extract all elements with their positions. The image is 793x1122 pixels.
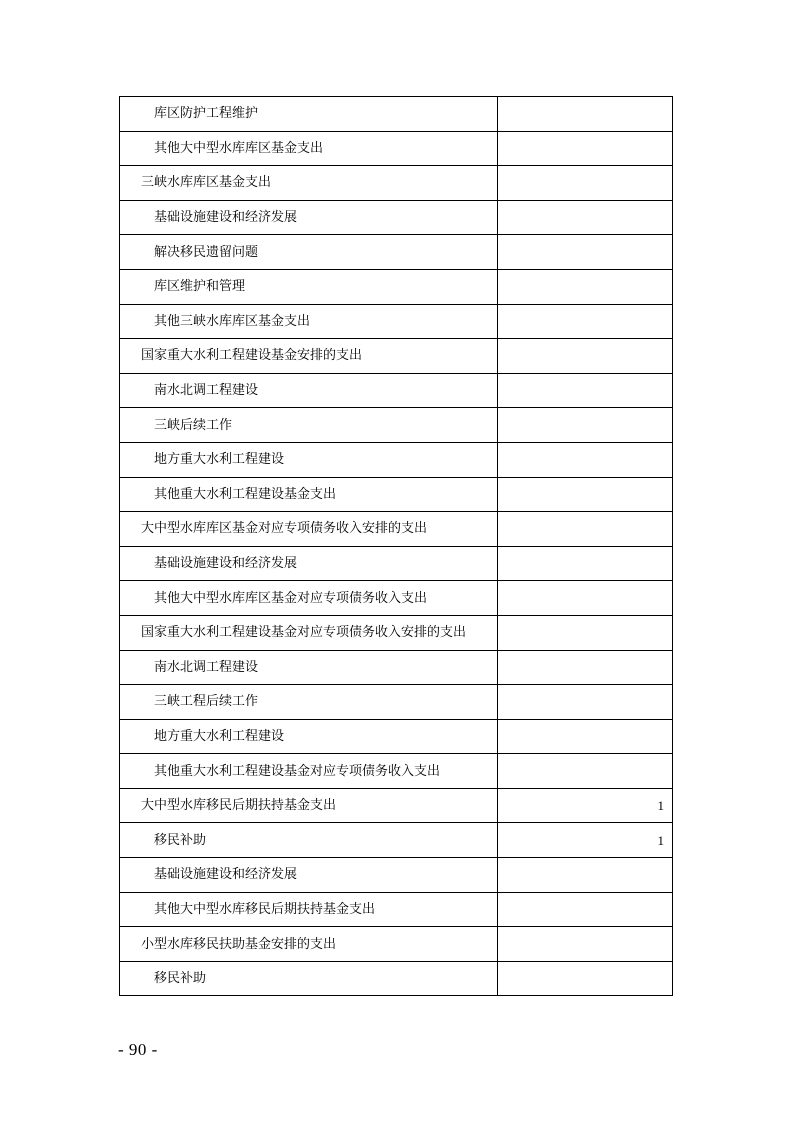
expenditure-item-name: 其他重大水利工程建设基金对应专项债务收入支出 (120, 754, 498, 789)
expenditure-item-value: 1 (498, 788, 673, 823)
budget-expenditure-table (119, 96, 673, 996)
expenditure-item-name: 其他大中型水库移民后期扶持基金支出 (120, 892, 498, 927)
expenditure-item-name: 三峡后续工作 (120, 408, 498, 443)
expenditure-item-value (498, 961, 673, 996)
expenditure-item-name: 其他大中型水库库区基金支出 (120, 131, 498, 166)
table-row (120, 788, 673, 823)
expenditure-item-value (498, 131, 673, 166)
table-row (120, 650, 673, 685)
page-number: - 90 - (118, 1040, 158, 1059)
table-row (120, 685, 673, 720)
expenditure-item-name: 小型水库移民扶助基金安排的支出 (120, 927, 498, 962)
expenditure-item-name: 解决移民遗留问题 (120, 235, 498, 270)
table-row (120, 408, 673, 443)
expenditure-item-value (498, 166, 673, 201)
expenditure-item-value (498, 685, 673, 720)
expenditure-item-value (498, 754, 673, 789)
expenditure-item-name: 移民补助 (120, 961, 498, 996)
expenditure-item-value (498, 927, 673, 962)
table-row (120, 442, 673, 477)
expenditure-item-name: 三峡水库库区基金支出 (120, 166, 498, 201)
expenditure-item-name: 国家重大水利工程建设基金对应专项债务收入安排的支出 (120, 615, 498, 650)
table-row (120, 858, 673, 893)
table-row (120, 235, 673, 270)
expenditure-item-value (498, 615, 673, 650)
expenditure-item-name: 其他重大水利工程建设基金支出 (120, 477, 498, 512)
table-row (120, 892, 673, 927)
expenditure-item-value (498, 512, 673, 547)
expenditure-item-value (498, 858, 673, 893)
table-row (120, 269, 673, 304)
expenditure-item-value (498, 719, 673, 754)
expenditure-item-name: 三峡工程后续工作 (120, 685, 498, 720)
expenditure-item-value (498, 408, 673, 443)
expenditure-item-value: 1 (498, 823, 673, 858)
expenditure-item-name: 大中型水库库区基金对应专项债务收入安排的支出 (120, 512, 498, 547)
expenditure-item-name: 地方重大水利工程建设 (120, 719, 498, 754)
table-body (120, 97, 673, 996)
table-row (120, 927, 673, 962)
expenditure-item-value (498, 581, 673, 616)
table-row (120, 339, 673, 374)
table-row (120, 754, 673, 789)
table-row (120, 97, 673, 132)
expenditure-item-value (498, 477, 673, 512)
expenditure-item-value (498, 373, 673, 408)
table-row (120, 131, 673, 166)
expenditure-item-name: 国家重大水利工程建设基金安排的支出 (120, 339, 498, 374)
expenditure-item-name: 其他三峡水库库区基金支出 (120, 304, 498, 339)
expenditure-item-name: 库区防护工程维护 (120, 97, 498, 132)
expenditure-item-value (498, 650, 673, 685)
expenditure-item-name: 南水北调工程建设 (120, 650, 498, 685)
table-row (120, 166, 673, 201)
expenditure-item-value (498, 339, 673, 374)
expenditure-item-name: 基础设施建设和经济发展 (120, 200, 498, 235)
table-row (120, 477, 673, 512)
expenditure-item-name: 南水北调工程建设 (120, 373, 498, 408)
expenditure-item-value (498, 546, 673, 581)
expenditure-item-value (498, 235, 673, 270)
expenditure-item-value (498, 200, 673, 235)
expenditure-item-name: 地方重大水利工程建设 (120, 442, 498, 477)
table-row (120, 512, 673, 547)
expenditure-item-value (498, 97, 673, 132)
expenditure-item-name: 基础设施建设和经济发展 (120, 858, 498, 893)
table-row (120, 373, 673, 408)
expenditure-item-name: 移民补助 (120, 823, 498, 858)
table-row (120, 304, 673, 339)
expenditure-item-value (498, 304, 673, 339)
table-row (120, 581, 673, 616)
expenditure-item-name: 其他大中型水库库区基金对应专项债务收入支出 (120, 581, 498, 616)
expenditure-item-value (498, 442, 673, 477)
expenditure-item-name: 大中型水库移民后期扶持基金支出 (120, 788, 498, 823)
expenditure-item-value (498, 892, 673, 927)
table-row (120, 961, 673, 996)
table-row (120, 615, 673, 650)
table-row (120, 823, 673, 858)
expenditure-item-value (498, 269, 673, 304)
table-row (120, 719, 673, 754)
expenditure-item-name: 库区维护和管理 (120, 269, 498, 304)
table-row (120, 546, 673, 581)
table-row (120, 200, 673, 235)
expenditure-item-name: 基础设施建设和经济发展 (120, 546, 498, 581)
